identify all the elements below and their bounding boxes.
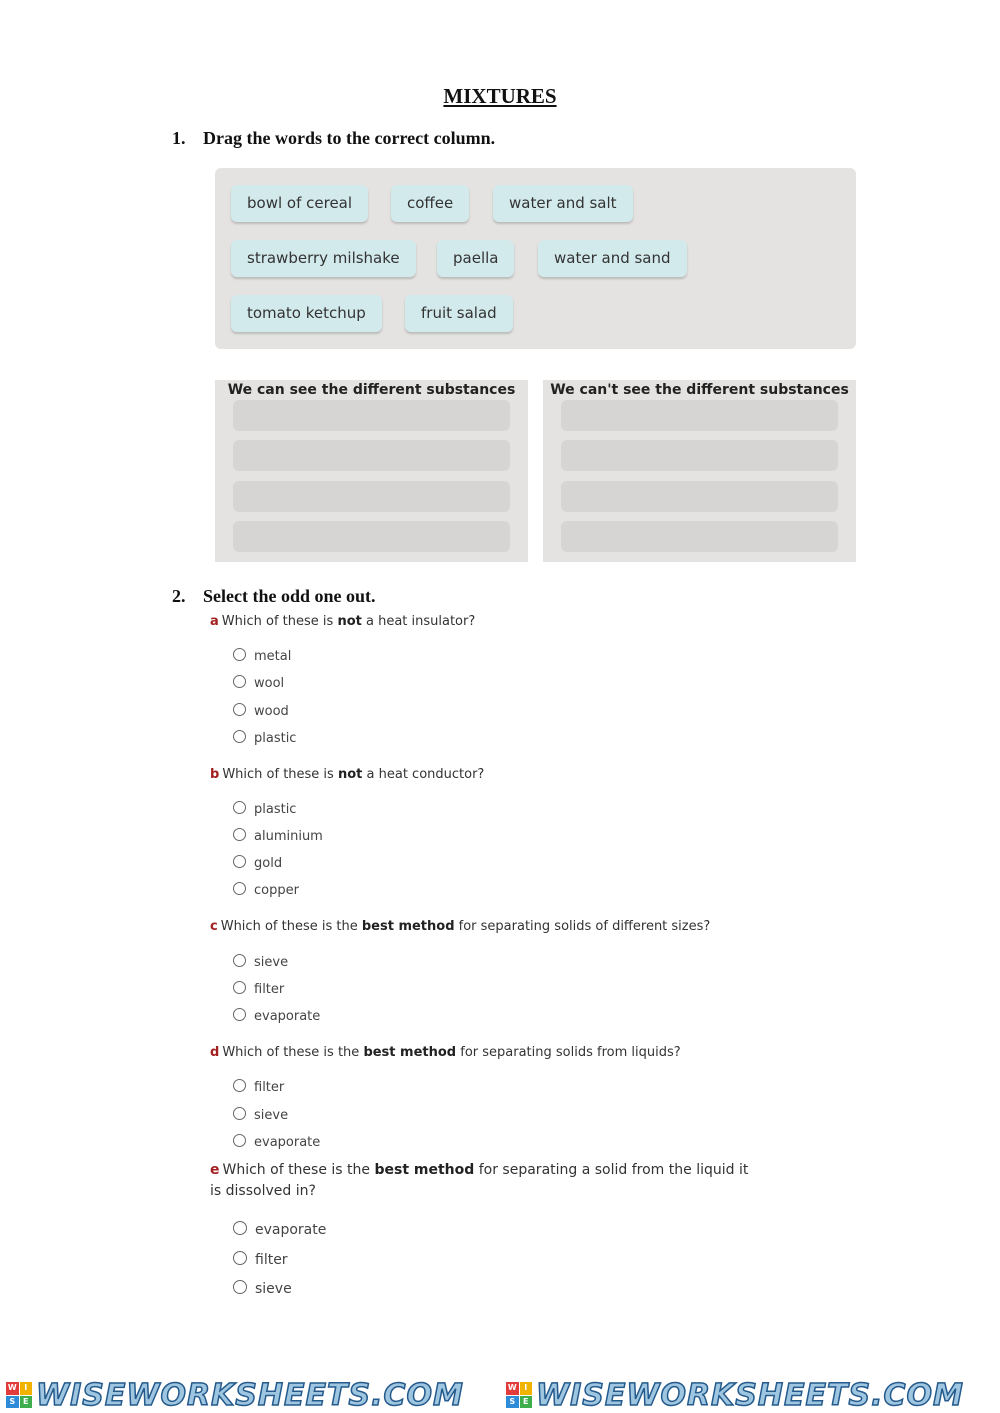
question-text: Which of these is the (222, 1045, 360, 1060)
option-label: evaporate (254, 1009, 321, 1024)
logo-letter: S (506, 1396, 519, 1409)
word-chip[interactable]: water and sand (538, 240, 687, 277)
option-d-3[interactable] (233, 1134, 320, 1152)
question-b (210, 764, 770, 785)
page-title: MIXTURES (443, 84, 557, 108)
drop-slot[interactable] (233, 440, 510, 471)
radio-icon[interactable] (233, 1079, 246, 1092)
section-2-number: 2. (172, 586, 186, 606)
option-c-3[interactable] (233, 1008, 320, 1026)
drop-slot[interactable] (233, 400, 510, 431)
option-label: copper (254, 883, 299, 898)
question-d (210, 1042, 770, 1063)
question-c (210, 916, 770, 937)
word-chip[interactable]: bowl of cereal (231, 185, 368, 222)
radio-icon[interactable] (233, 954, 246, 967)
question-text: Which of these is (222, 767, 334, 782)
radio-icon[interactable] (233, 855, 246, 868)
radio-icon[interactable] (233, 1251, 247, 1265)
watermark-text: WISEWORKSHEETS.COM (36, 1378, 464, 1413)
question-letter: a (210, 614, 219, 629)
option-e-2[interactable] (233, 1251, 288, 1269)
wise-logo-icon (506, 1382, 532, 1408)
radio-icon[interactable] (233, 1134, 246, 1147)
option-b-4[interactable] (233, 882, 299, 900)
question-text: Which of these is the (220, 919, 358, 934)
question-text: for separating solids of different sizes? (458, 919, 711, 934)
section-2-heading (172, 586, 376, 607)
question-letter: e (210, 1162, 220, 1178)
question-emphasis: best method (363, 1045, 457, 1060)
question-text: Which of these is the (222, 1162, 371, 1178)
option-b-2[interactable] (233, 828, 323, 846)
option-label: metal (254, 649, 292, 664)
question-emphasis: best method (361, 919, 455, 934)
logo-letter: W (6, 1382, 19, 1395)
radio-icon[interactable] (233, 1221, 247, 1235)
option-label: filter (254, 982, 285, 997)
column-header: We can see the different substances (227, 382, 516, 398)
radio-icon[interactable] (233, 1107, 246, 1120)
option-d-1[interactable] (233, 1079, 284, 1097)
word-chip[interactable]: strawberry milshake (231, 240, 416, 277)
radio-icon[interactable] (233, 648, 246, 661)
logo-letter: W (506, 1382, 519, 1395)
radio-icon[interactable] (233, 882, 246, 895)
option-e-3[interactable] (233, 1280, 292, 1298)
option-a-2[interactable] (233, 675, 284, 693)
option-label: wool (254, 676, 285, 691)
radio-icon[interactable] (233, 981, 246, 994)
question-letter: b (210, 767, 220, 782)
radio-icon[interactable] (233, 801, 246, 814)
option-label: plastic (254, 731, 297, 746)
option-label: filter (255, 1252, 288, 1268)
option-c-1[interactable] (233, 954, 288, 972)
radio-icon[interactable] (233, 703, 246, 716)
question-emphasis: best method (374, 1162, 475, 1178)
question-text: for separating a solid from the liquid it is dissolved in? (210, 1162, 749, 1199)
question-emphasis: not (337, 614, 362, 629)
section-2-instruction: Select the odd one out. (203, 586, 376, 606)
option-d-2[interactable] (233, 1107, 288, 1125)
word-chip[interactable]: coffee (391, 185, 469, 222)
option-label: filter (254, 1080, 285, 1095)
option-b-1[interactable] (233, 801, 296, 819)
radio-icon[interactable] (233, 730, 246, 743)
logo-letter: E (20, 1396, 33, 1409)
question-e (210, 1160, 750, 1202)
radio-icon[interactable] (233, 1280, 247, 1294)
drop-slot[interactable] (561, 400, 838, 431)
drop-slot[interactable] (233, 521, 510, 552)
word-chip[interactable]: paella (437, 240, 514, 277)
question-letter: c (210, 919, 218, 934)
option-label: evaporate (254, 1135, 321, 1150)
logo-letter: I (20, 1382, 33, 1395)
option-b-3[interactable] (233, 855, 282, 873)
drop-slot[interactable] (233, 481, 510, 512)
word-chip[interactable]: tomato ketchup (231, 295, 382, 332)
footer-watermark (0, 1374, 1000, 1413)
radio-icon[interactable] (233, 1008, 246, 1021)
option-label: sieve (254, 955, 289, 970)
radio-icon[interactable] (233, 675, 246, 688)
word-chip[interactable]: fruit salad (405, 295, 513, 332)
question-text: a heat insulator? (365, 614, 476, 629)
option-label: wood (254, 704, 289, 719)
logo-letter: S (6, 1396, 19, 1409)
section-1-number: 1. (172, 128, 186, 148)
question-text: a heat conductor? (366, 767, 485, 782)
option-e-1[interactable] (233, 1221, 326, 1239)
question-text: Which of these is (221, 614, 334, 629)
question-text: for separating solids from liquids? (460, 1045, 681, 1060)
section-1-heading (172, 128, 495, 149)
drop-slot[interactable] (561, 521, 838, 552)
section-1-instruction: Drag the words to the correct column. (203, 128, 496, 148)
logo-letter: I (520, 1382, 533, 1395)
drop-slot[interactable] (561, 481, 838, 512)
option-c-2[interactable] (233, 981, 284, 999)
drop-slot[interactable] (561, 440, 838, 471)
column-header: We can't see the different substances (550, 382, 849, 398)
question-emphasis: not (337, 767, 363, 782)
option-label: plastic (254, 802, 297, 817)
option-a-4[interactable] (233, 730, 296, 748)
question-letter: d (210, 1045, 220, 1060)
option-label: sieve (255, 1281, 292, 1297)
logo-letter: E (520, 1396, 533, 1409)
option-label: evaporate (255, 1222, 327, 1238)
option-label: gold (254, 856, 283, 871)
question-a (210, 611, 770, 632)
word-bank (215, 168, 856, 349)
watermark-text: WISEWORKSHEETS.COM (536, 1378, 964, 1413)
option-label: sieve (254, 1108, 289, 1123)
radio-icon[interactable] (233, 828, 246, 841)
option-a-3[interactable] (233, 703, 289, 721)
option-label: aluminium (254, 829, 323, 844)
wise-logo-icon (6, 1382, 32, 1408)
word-chip[interactable]: water and salt (493, 185, 633, 222)
drop-column-not-visible (543, 380, 856, 562)
drop-column-visible (215, 380, 528, 562)
option-a-1[interactable] (233, 648, 291, 666)
